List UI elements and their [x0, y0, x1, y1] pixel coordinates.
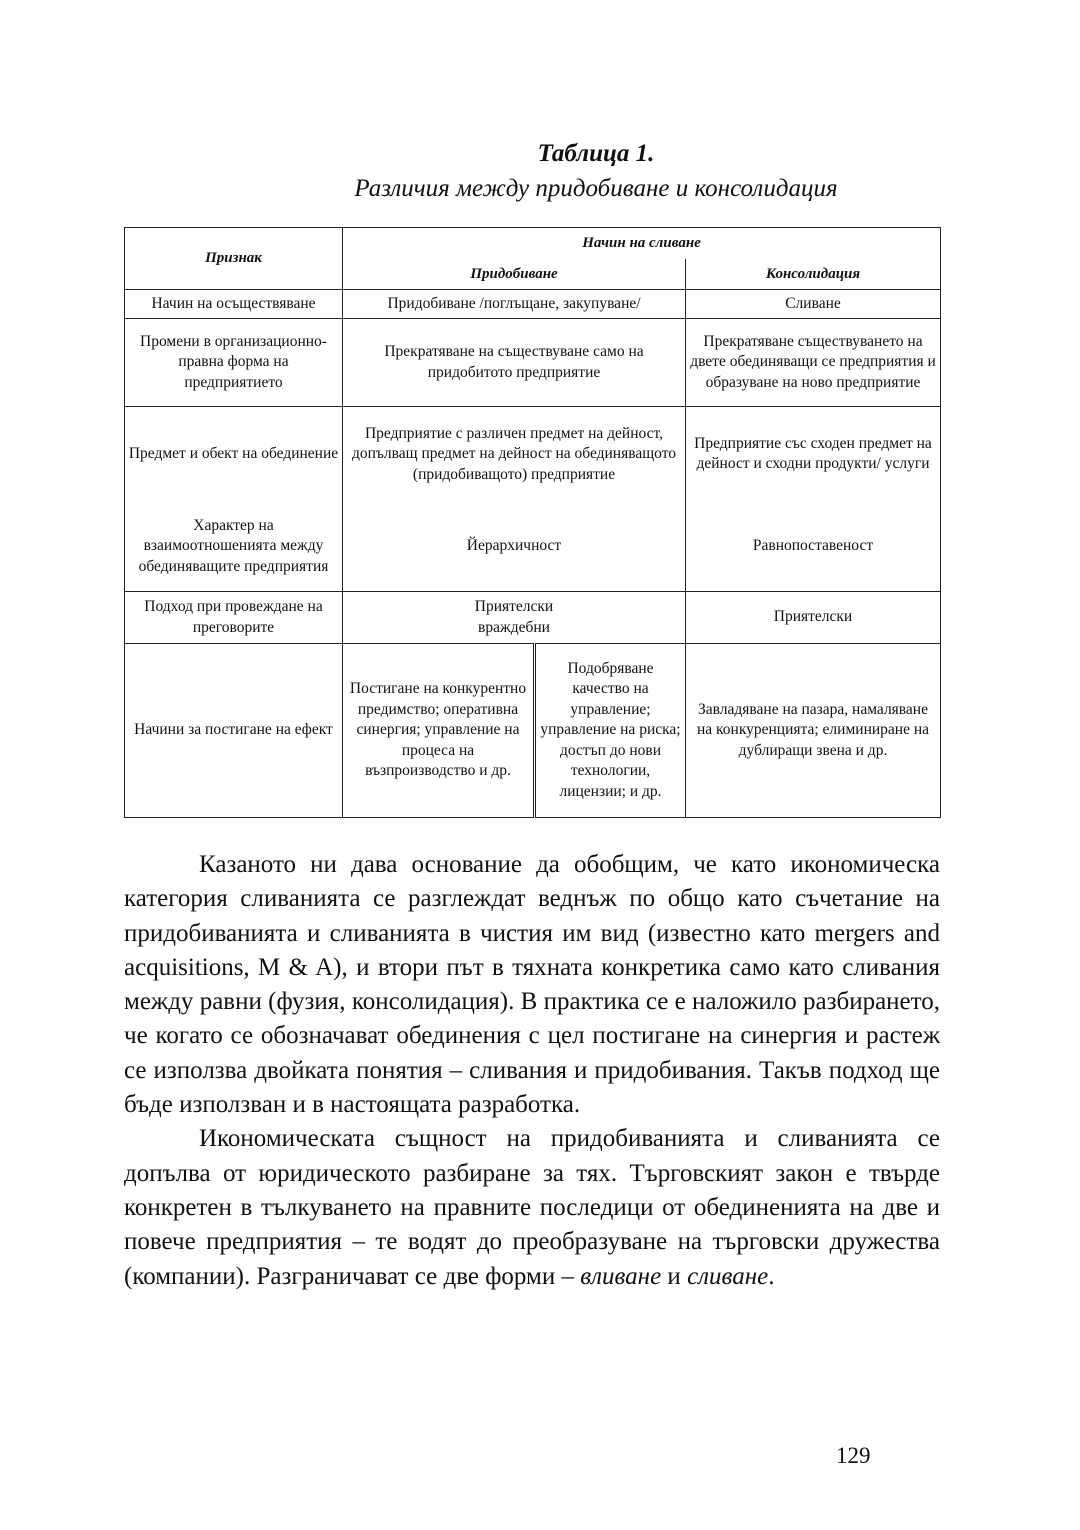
header-sign: Признак [125, 228, 343, 290]
row-consolidation: Предприятие със сходен предмет на дейност и сходни продукти/ услуги [686, 407, 941, 502]
conjunction: и [661, 1262, 688, 1290]
page-number: 129 [836, 1443, 871, 1468]
row-consolidation: Приятелски [686, 592, 941, 644]
table-row [125, 290, 941, 319]
term-vlivane: вливане [580, 1262, 662, 1290]
row-label: Подход при провеждане на преговорите [125, 592, 343, 644]
table-caption-title: Таблица 1. [537, 140, 655, 167]
row-acquisition [343, 592, 686, 644]
term-slivane: сливане [687, 1262, 769, 1290]
row-consolidation: Прекратяване съществуването на двете обединяващи се предприятия и образуване на ново предприятие [686, 319, 941, 407]
row-label: Промени в организационно-правна форма на предприятието [125, 319, 343, 407]
approach-friendly: Приятелски [474, 598, 554, 615]
table-row [125, 644, 941, 818]
approach-hostile: враждебни [478, 618, 550, 636]
table-caption-subtitle: Различия между придобиване и консолидация [354, 175, 838, 202]
row-acquisition: Придобиване /поглъщане, закупуване/ [343, 290, 686, 319]
header-consolidation: Консолидация [686, 259, 941, 290]
paragraph: Казаното ни дава основание да обобщим, че като икономическа категория сливанията се разглеждат веднъж по общо като съчетание на придобиванията и сливанията в чистия им вид (известно като mergers and acquisitions, M & A), и втори път в тяхната конкретика само като сливания между равни (фузия, консолидация). В практика се е наложило разбирането, че когато се обозначават обединения с цел постигане на синергия и растеж се използва двойката понятия – сливания и придобивания. Такъв подход ще бъде използван и в настоящата разработка. [124, 851, 940, 1119]
row-acquisition: Прекратяване на съществуване само на придобитото предприятие [343, 319, 686, 407]
row-acquisition-effects-a: Постигане на конкурентно предимство; оперативна синергия; управление на процеса на възпроизводство и др. [343, 644, 535, 818]
paragraph-end: . [768, 1262, 775, 1290]
row-acquisition: Предприятие с различен предмет на дейност, допълващ предмет на дейност на обединяващото (придобиващото) предприятие [343, 407, 686, 502]
row-label: Характер на взаимоотношенията между обединяващите предприятия [125, 502, 343, 592]
row-acquisition-effects-b: Подобряване качество на управление; управление на риска; достъп до нови технологии, лицензии; и др. [535, 644, 686, 818]
row-label: Предмет и обект на обединение [125, 407, 343, 502]
table-row [125, 407, 941, 502]
row-consolidation: Сливане [686, 290, 941, 319]
paragraph [124, 1122, 940, 1293]
paragraph-text: Икономическата същност на придобиванията и сливанията се допълва от юридическото разбиране за тях. Търговският закон е твърде конкретен в тълкуването на правните последици от обединенията на две и повече предприятия – те водят до преобразуване на търговски дружества (компании). Разграничават се две форми – [124, 1125, 940, 1290]
body-text [124, 848, 940, 1294]
comparison-table [124, 227, 941, 818]
row-consolidation: Завладяване на пазара, намаляване на конкуренцията; елиминиране на дублиращи звена и др. [686, 644, 941, 818]
header-method: Начин на сливане [343, 228, 941, 259]
row-label: Начин на осъществяване [125, 290, 343, 319]
table-row [125, 592, 941, 644]
header-acquisition: Придобиване [343, 259, 686, 290]
table-row [125, 502, 941, 592]
row-label: Начини за постигане на ефект [125, 644, 343, 818]
row-acquisition: Йерархичност [343, 502, 686, 592]
table-row [125, 319, 941, 407]
row-consolidation: Равнопоставеност [686, 502, 941, 592]
